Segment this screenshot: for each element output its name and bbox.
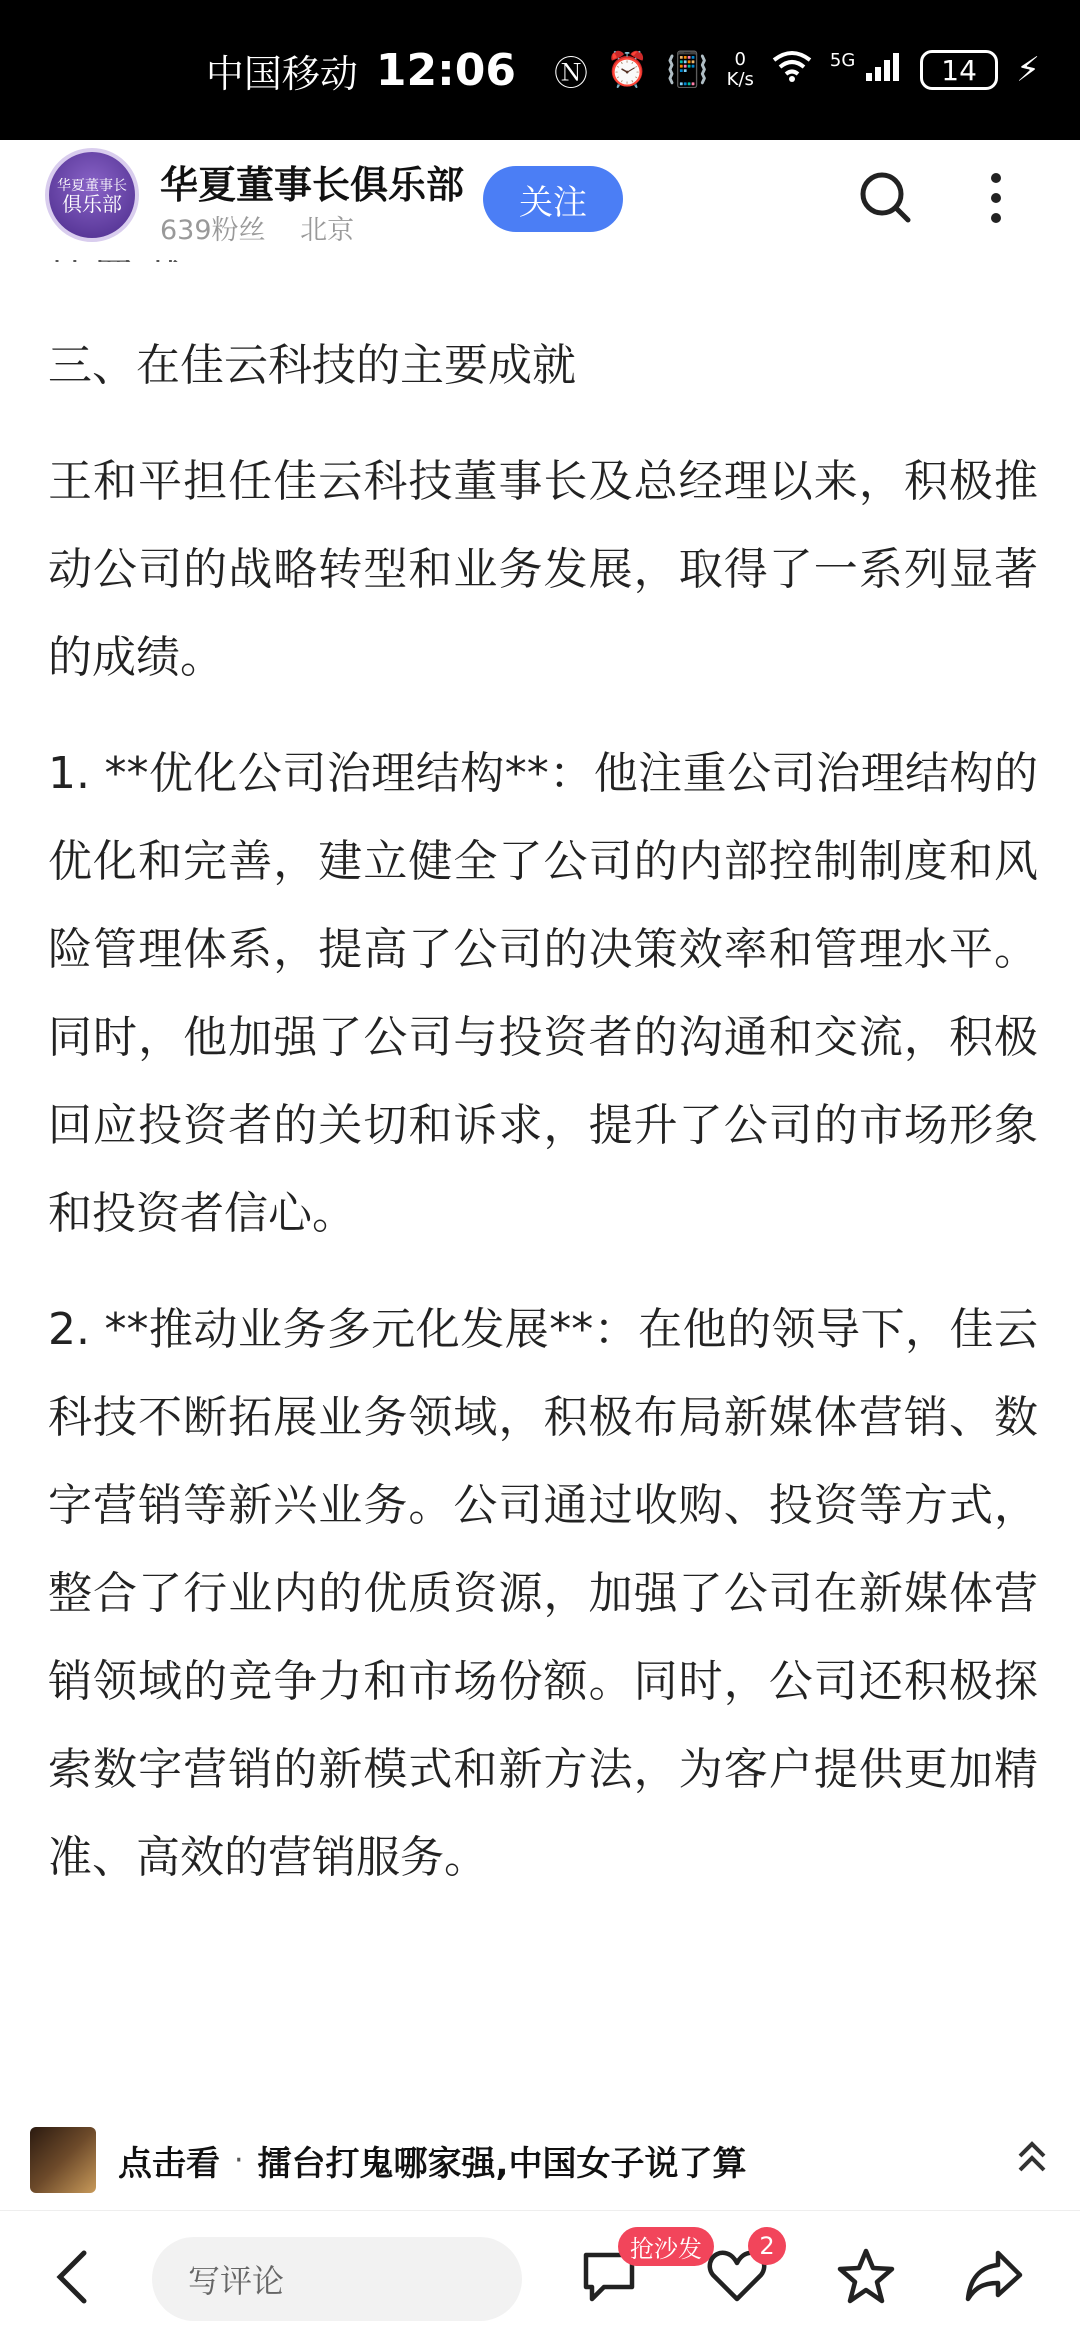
signal-icon bbox=[830, 50, 902, 90]
account-header bbox=[0, 140, 1080, 260]
nfc-icon: Ⓝ bbox=[553, 53, 588, 94]
vibrate-icon: 📳 bbox=[666, 50, 709, 90]
battery-indicator: 14 bbox=[920, 50, 998, 90]
more-menu-icon[interactable] bbox=[986, 170, 1006, 230]
network-type: 5G bbox=[829, 50, 856, 71]
back-arrow-icon[interactable] bbox=[52, 2247, 92, 2311]
section-heading: 三、在佳云科技的主要成就 bbox=[48, 340, 576, 391]
alarm-icon: ⏰ bbox=[605, 50, 649, 90]
follower-count: 639粉丝 bbox=[160, 215, 266, 246]
paragraph: 王和平担任佳云科技董事长及总经理以来，积极推动公司的战略转型和业务发展，取得了一系列显著的成绩。 bbox=[48, 456, 1038, 683]
share-icon[interactable] bbox=[964, 2247, 1024, 2307]
charging-icon: ⚡ bbox=[1016, 50, 1040, 90]
search-icon[interactable] bbox=[858, 170, 914, 230]
paragraph: 2. **推动业务多元化发展**：在他的领导下，佳云科技不断拓展业务领域，积极布局新媒体营销、数字营销等新兴业务。公司通过收购、投资等方式，整合了行业内的优质资源，加强了公司在新媒体营销领域的竞争力和市场份额。同时，公司还积极探索数字营销的新模式和新方法，为客户提供更加精准、高效的营销服务。 bbox=[48, 1304, 1038, 1883]
carrier-name: 中国移动 bbox=[205, 51, 358, 96]
comment-input[interactable]: 写评论 bbox=[152, 2237, 522, 2321]
related-content-bar[interactable] bbox=[0, 2120, 1080, 2200]
account-name[interactable]: 华夏董事长俱乐部 bbox=[160, 163, 465, 207]
article-body bbox=[48, 322, 1038, 1930]
net-speed bbox=[727, 50, 754, 90]
wifi-icon bbox=[772, 50, 812, 91]
related-thumbnail[interactable] bbox=[30, 2127, 96, 2193]
paragraph: 1. **优化公司治理结构**：他注重公司治理结构的优化和完善，建立健全了公司的内部控制制度和风险管理体系，提高了公司的决策效率和管理水平。同时，他加强了公司与投资者的沟通和交流，积极回应投资者的关切和诉求，提升了公司的市场形象和投资者信心。 bbox=[48, 748, 1038, 1239]
favorite-star-icon[interactable] bbox=[836, 2247, 896, 2309]
net-speed-value: 0 bbox=[734, 49, 746, 70]
avatar-text-line2: 俱乐部 bbox=[62, 192, 122, 216]
sofa-badge: 抢沙发 bbox=[618, 2227, 714, 2266]
related-label: 点击看 bbox=[118, 2143, 220, 2184]
net-speed-unit: K/s bbox=[726, 69, 754, 90]
account-location: 北京 bbox=[300, 215, 355, 246]
like-count-badge: 2 bbox=[748, 2227, 786, 2265]
chevron-up-icon[interactable] bbox=[1014, 2134, 1050, 2186]
status-bar bbox=[0, 0, 1080, 140]
avatar-text-line1: 华夏董事长 bbox=[57, 178, 127, 194]
clock: 12:06 bbox=[375, 44, 516, 96]
avatar[interactable] bbox=[45, 148, 139, 242]
related-title[interactable]: 擂台打鬼哪家强,中国女子说了算 bbox=[257, 2143, 747, 2184]
separator-dot: · bbox=[234, 2142, 244, 2178]
account-meta bbox=[160, 208, 380, 247]
follow-button[interactable]: 关注 bbox=[483, 166, 623, 232]
bottom-action-bar bbox=[0, 2210, 1080, 2341]
